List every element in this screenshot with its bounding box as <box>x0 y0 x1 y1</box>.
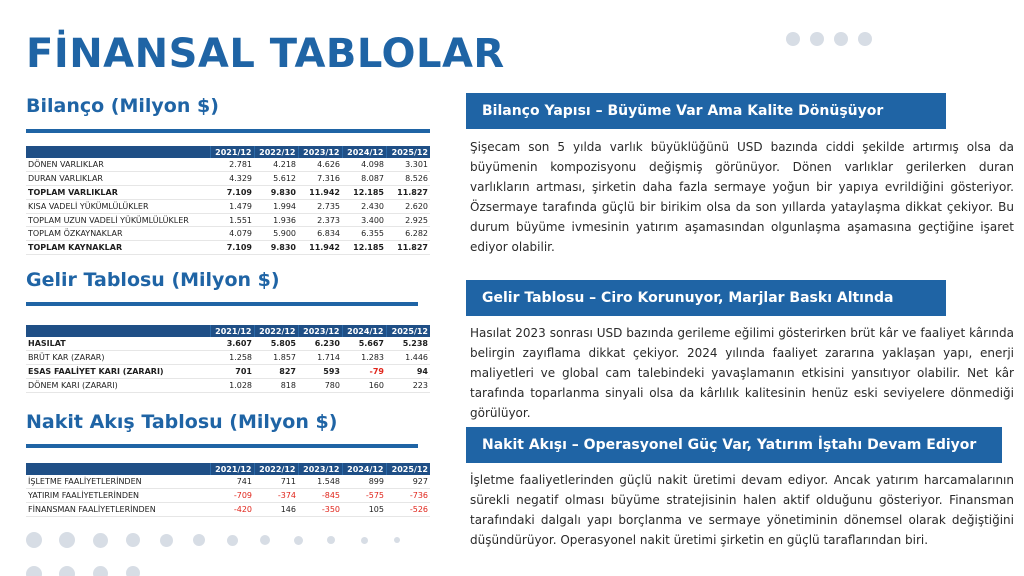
row-value: 3.607 <box>210 337 254 351</box>
table-header-year: 2021/12 <box>210 325 254 337</box>
row-label: BRÜT KAR (ZARAR) <box>26 351 210 365</box>
row-value: 3.301 <box>386 158 430 172</box>
table-row <box>26 241 430 255</box>
balance-sheet-table <box>26 146 430 255</box>
row-value: -845 <box>298 489 342 503</box>
table-row <box>26 158 430 172</box>
row-value: 223 <box>386 378 430 392</box>
decorative-dot <box>126 533 140 547</box>
row-label: TOPLAM VARLIKLAR <box>26 186 210 200</box>
row-value: 1.548 <box>298 475 342 489</box>
row-value: 5.900 <box>254 227 298 241</box>
row-value: 8.087 <box>342 172 386 186</box>
row-value: 12.185 <box>342 241 386 255</box>
row-label: FİNANSMAN FAALİYETLERİNDEN <box>26 503 210 517</box>
row-value: 7.109 <box>210 241 254 255</box>
row-value: 827 <box>254 365 298 379</box>
row-value: 4.218 <box>254 158 298 172</box>
balance-sheet-rule <box>26 129 430 133</box>
table-header-year: 2023/12 <box>298 325 342 337</box>
table-header-year: 2023/12 <box>298 463 342 475</box>
decorative-dot <box>327 536 335 544</box>
row-value: 4.098 <box>342 158 386 172</box>
row-value: 4.079 <box>210 227 254 241</box>
row-value: 105 <box>342 503 386 517</box>
row-value: 3.400 <box>342 213 386 227</box>
table-row <box>26 475 430 489</box>
table-row <box>26 186 430 200</box>
cashflow-commentary-heading: Nakit Akışı – Operasyonel Güç Var, Yatırım İştahı Devam Ediyor <box>466 427 1002 463</box>
row-label: YATIRIM FAALİYETLERİNDEN <box>26 489 210 503</box>
row-value: 94 <box>386 365 430 379</box>
decorative-dot <box>93 533 108 548</box>
row-value: 1.446 <box>386 351 430 365</box>
decorative-dot <box>227 535 238 546</box>
row-value: 1.714 <box>298 351 342 365</box>
table-header-blank <box>26 325 210 337</box>
decorative-dot <box>394 537 400 543</box>
row-value: -736 <box>386 489 430 503</box>
decorative-dots-top <box>786 32 872 46</box>
row-value: 160 <box>342 378 386 392</box>
row-value: 6.230 <box>298 337 342 351</box>
income-statement-rule <box>26 302 418 306</box>
row-value: 711 <box>254 475 298 489</box>
row-value: 5.667 <box>342 337 386 351</box>
cash-flow-table <box>26 463 430 517</box>
table-header-year: 2025/12 <box>386 146 430 158</box>
row-value: 2.781 <box>210 158 254 172</box>
table-header-year: 2022/12 <box>254 146 298 158</box>
row-value: 6.834 <box>298 227 342 241</box>
row-value: 2.430 <box>342 199 386 213</box>
row-value: 2.735 <box>298 199 342 213</box>
table-header-year: 2024/12 <box>342 463 386 475</box>
row-value: 9.830 <box>254 241 298 255</box>
row-label: TOPLAM KAYNAKLAR <box>26 241 210 255</box>
row-value: -420 <box>210 503 254 517</box>
row-value: 927 <box>386 475 430 489</box>
cash-flow-title: Nakit Akış Tablosu (Milyon $) <box>26 411 338 433</box>
table-header-row <box>26 325 430 337</box>
row-value: 2.620 <box>386 199 430 213</box>
table-row <box>26 227 430 241</box>
table-header-year: 2022/12 <box>254 325 298 337</box>
row-value: 741 <box>210 475 254 489</box>
row-label: HASILAT <box>26 337 210 351</box>
decorative-dot <box>810 32 824 46</box>
row-value: 5.238 <box>386 337 430 351</box>
decorative-dot <box>26 532 42 548</box>
table-row <box>26 351 430 365</box>
income-commentary-heading: Gelir Tablosu – Ciro Korunuyor, Marjlar Baskı Altında <box>466 280 946 316</box>
row-value: 7.109 <box>210 186 254 200</box>
row-value: -709 <box>210 489 254 503</box>
row-value: 780 <box>298 378 342 392</box>
decorative-dot <box>59 532 75 548</box>
decorative-dot <box>260 535 270 545</box>
row-value: 9.830 <box>254 186 298 200</box>
decorative-dot <box>294 536 303 545</box>
balance-sheet-title: Bilanço (Milyon $) <box>26 95 219 117</box>
row-label: DÖNEN VARLIKLAR <box>26 158 210 172</box>
row-value: 12.185 <box>342 186 386 200</box>
row-value: 4.329 <box>210 172 254 186</box>
income-statement-table <box>26 325 430 393</box>
decorative-dot <box>858 32 872 46</box>
row-value: -79 <box>342 365 386 379</box>
row-value: -374 <box>254 489 298 503</box>
table-row <box>26 337 430 351</box>
table-row <box>26 213 430 227</box>
table-header-year: 2022/12 <box>254 463 298 475</box>
row-value: 899 <box>342 475 386 489</box>
row-label: TOPLAM ÖZKAYNAKLAR <box>26 227 210 241</box>
table-header-year: 2024/12 <box>342 325 386 337</box>
row-value: 11.827 <box>386 241 430 255</box>
row-value: 6.282 <box>386 227 430 241</box>
decorative-dot <box>59 566 75 576</box>
table-row <box>26 378 430 392</box>
cashflow-commentary-text: İşletme faaliyetlerinden güçlü nakit üretimi devam ediyor. Ancak yatırım harcamalarının sürekli negatif olması büyüme stratejisinin halen aktif olduğunu gösteriyor. Finansman tarafındaki dalgalı yapı borçlanma ve sermaye yönetiminin dönemsel olarak değiştiğini düşündürüyor. Operasyonel nakit üretimi şirketin en güçlü taraflarından biri. <box>470 473 1014 547</box>
row-label: TOPLAM UZUN VADELİ YÜKÜMLÜLÜKLER <box>26 213 210 227</box>
decorative-dot <box>193 534 205 546</box>
row-value: 8.526 <box>386 172 430 186</box>
table-row <box>26 365 430 379</box>
row-value: 2.925 <box>386 213 430 227</box>
row-value: 4.626 <box>298 158 342 172</box>
table-header-blank <box>26 146 210 158</box>
row-value: 11.942 <box>298 241 342 255</box>
row-value: 1.994 <box>254 199 298 213</box>
row-value: 1.283 <box>342 351 386 365</box>
decorative-dot <box>26 566 42 576</box>
row-value: 11.827 <box>386 186 430 200</box>
table-header-year: 2021/12 <box>210 463 254 475</box>
page-title: FİNANSAL TABLOLAR <box>26 31 505 77</box>
table-row <box>26 503 430 517</box>
row-value: 5.612 <box>254 172 298 186</box>
table-header-blank <box>26 463 210 475</box>
row-value: 1.936 <box>254 213 298 227</box>
decorative-dot <box>160 534 173 547</box>
row-value: -350 <box>298 503 342 517</box>
table-header-year: 2025/12 <box>386 463 430 475</box>
balance-commentary-heading: Bilanço Yapısı – Büyüme Var Ama Kalite Dönüşüyor <box>466 93 946 129</box>
decorative-dot <box>834 32 848 46</box>
decorative-dot <box>126 566 140 576</box>
income-commentary-text: Hasılat 2023 sonrası USD bazında gerileme eğilimi gösterirken brüt kâr ve faaliyet kârında belirgin zayıflama dikkat çekiyor. 2024 yılında faaliyet zararına yaklaşan yapı, enerji maliyetleri ve global cam talebindeki yavaşlamanın etkisini yansıtıyor olabilir. Net kâr tarafında toparlanma sinyali olsa da kârlılık kalitesinin henüz eski seviyelere dönmediği görülüyor. <box>470 326 1014 420</box>
row-value: 818 <box>254 378 298 392</box>
row-label: DÖNEM KARI (ZARARI) <box>26 378 210 392</box>
table-header-year: 2023/12 <box>298 146 342 158</box>
row-value: 1.479 <box>210 199 254 213</box>
row-value: 7.316 <box>298 172 342 186</box>
row-label: İŞLETME FAALİYETLERİNDEN <box>26 475 210 489</box>
table-row <box>26 199 430 213</box>
table-header-row <box>26 463 430 475</box>
row-value: 2.373 <box>298 213 342 227</box>
row-value: 701 <box>210 365 254 379</box>
row-value: -575 <box>342 489 386 503</box>
row-value: 1.028 <box>210 378 254 392</box>
row-value: 6.355 <box>342 227 386 241</box>
balance-commentary-text: Şişecam son 5 yılda varlık büyüklüğünü USD bazında ciddi şekilde artırmış olsa da büyümenin kompozisyonu değişmiş görünüyor. Dönen varlıklar gerilerken duran varlıkların artması, şirketin daha fazla sermaye yoğun bir yapıya evrildiğini gösteriyor. Özsermaye tarafında güçlü bir birikim olsa da son yıllarda yataylaşma dikkat çekiyor. Bu durum büyüme ivmesinin yatırım aşamasından olgunlaşma aşamasına geçtiğine işaret ediyor olabilir. <box>470 140 1014 254</box>
decorative-dot <box>361 537 368 544</box>
table-header-year: 2024/12 <box>342 146 386 158</box>
table-row <box>26 489 430 503</box>
table-header-year: 2021/12 <box>210 146 254 158</box>
decorative-dot <box>786 32 800 46</box>
row-value: 593 <box>298 365 342 379</box>
cash-flow-rule <box>26 444 418 448</box>
row-value: 11.942 <box>298 186 342 200</box>
row-value: 1.857 <box>254 351 298 365</box>
row-value: 1.551 <box>210 213 254 227</box>
row-value: 146 <box>254 503 298 517</box>
row-label: KISA VADELİ YÜKÜMLÜLÜKLER <box>26 199 210 213</box>
row-value: 5.805 <box>254 337 298 351</box>
decorative-dot <box>93 566 108 576</box>
row-value: -526 <box>386 503 430 517</box>
row-value: 1.258 <box>210 351 254 365</box>
income-statement-title: Gelir Tablosu (Milyon $) <box>26 269 280 291</box>
table-header-row <box>26 146 430 158</box>
table-row <box>26 172 430 186</box>
table-header-year: 2025/12 <box>386 325 430 337</box>
row-label: DURAN VARLIKLAR <box>26 172 210 186</box>
row-label: ESAS FAALİYET KARI (ZARARI) <box>26 365 210 379</box>
